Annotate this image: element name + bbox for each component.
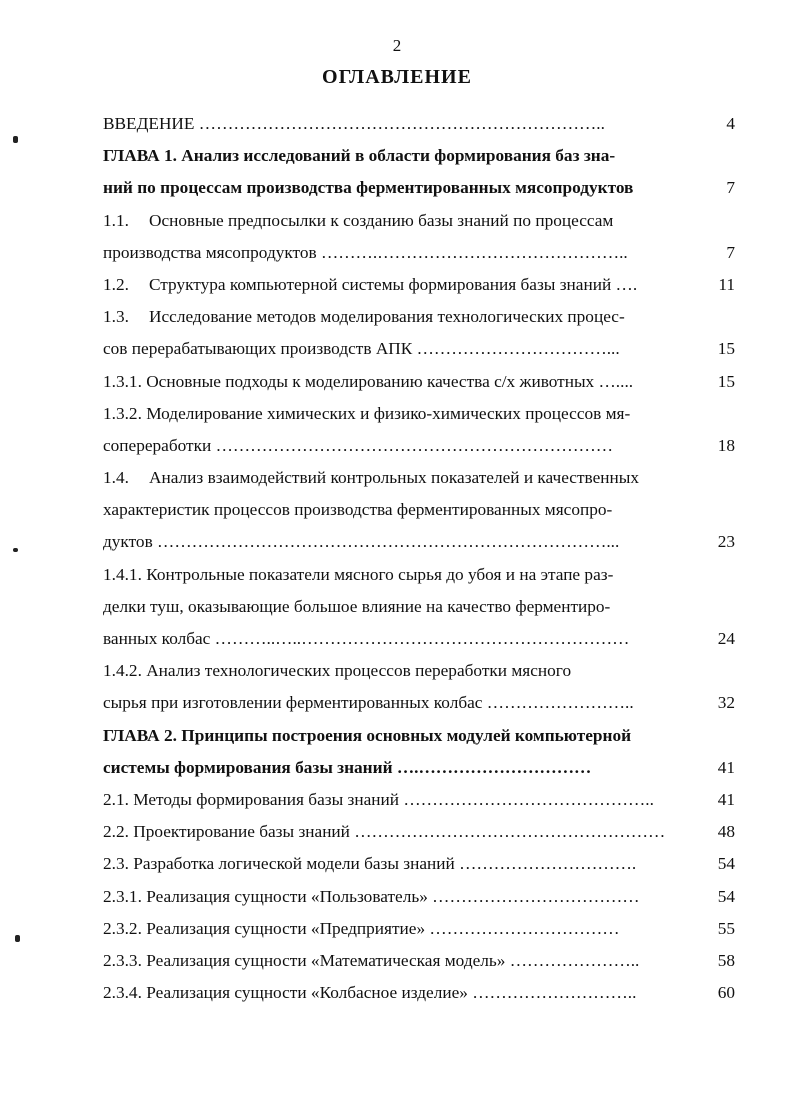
toc-entry[interactable] [103,784,735,816]
toc-entry[interactable] [103,655,735,687]
toc-entry[interactable] [103,494,735,526]
toc-entry-page: 54 [717,854,735,874]
toc-entry-page: 15 [717,339,735,359]
toc-entry-page: 24 [717,629,735,648]
toc-entry-text: ВВЕДЕНИЕ …………………………………………………………….. [103,114,605,133]
toc-entry-text: Анализ взаимодействий контрольных показателей и качественных [149,468,640,488]
toc-entry-number: 1.2. [103,274,129,294]
toc-entry-text: 2.1. Методы формирования базы знаний …………………………………….. [103,789,654,809]
page-number: 2 [392,36,402,55]
toc-entry[interactable] [103,366,735,398]
toc-entry-text: 1.4.2. Анализ технологических процессов переработки мясного [103,661,572,681]
toc-entry[interactable] [103,430,735,462]
toc-entry-page: 41 [717,789,735,809]
toc-entry[interactable] [103,269,735,301]
toc-entry-text: 1.3.2. Моделирование химических и физико-химических процессов мя- [103,403,631,423]
toc-entry-chapter[interactable] [103,720,735,752]
toc-entry-text: системы формирования базы знаний ….………………………… [103,757,592,777]
scan-mark [15,935,20,942]
toc-entry[interactable] [103,559,735,591]
toc-entry[interactable] [103,526,735,558]
toc-entry-text: 2.3.1. Реализация сущности «Пользователь» ……………………………… [103,886,640,906]
toc-entry[interactable] [103,881,735,913]
scan-mark [13,136,18,143]
toc-entry-text: ванных колбас ………..…..………………………………………………… [103,629,630,648]
toc-entry-chapter[interactable] [103,172,735,204]
toc-entry-text: 1.3.1. Основные подходы к моделированию качества с/х животных ….... [103,371,634,391]
toc-entry-text: 2.3.4. Реализация сущности «Колбасное изделие» ……………………….. [103,983,637,1003]
toc-entry[interactable] [103,848,735,880]
toc-entry[interactable] [103,237,735,269]
toc-entry-text: ГЛАВА 2. Принципы построения основных модулей компьютерной [103,725,632,745]
toc-entry-page: 23 [717,532,735,552]
toc-entry-page: 4 [726,114,735,133]
toc-entry-text: дуктов ……………………………………………………………………... [103,532,620,552]
toc-entry[interactable] [103,913,735,945]
toc-entry[interactable] [103,108,735,140]
toc-entry[interactable] [103,945,735,977]
toc-entry[interactable] [103,205,735,237]
toc-entry-page: 7 [726,178,735,198]
toc-entry-text: 2.3.3. Реализация сущности «Математическая модель» ………………….. [103,950,640,970]
toc-entry[interactable] [103,687,735,719]
toc-entry-text: ГЛАВА 1. Анализ исследований в области формирования баз зна- [103,146,616,166]
toc-entry-text: производства мясопродуктов ……….…………………………………….. [103,242,628,262]
toc-entry-text: 1.4.1. Контрольные показатели мясного сырья до убоя и на этапе раз- [103,564,614,584]
toc-entry-page: 18 [717,435,735,455]
toc-entry-page: 11 [718,274,735,294]
toc-entry-text: сов перерабатывающих производств АПК ……………………………... [103,339,620,359]
toc-entry[interactable] [103,977,735,1009]
toc-entry-number: 1.4. [103,468,129,488]
toc-entry-chapter[interactable] [103,140,735,172]
toc-entry-text: ний по процессам производства ферментированных мясопродуктов [103,178,634,198]
toc-entry-text: Структура компьютерной системы формирования базы знаний …. [149,274,638,294]
toc-entry-page: 60 [717,983,735,1003]
toc-entry-number: 1.3. [103,307,129,327]
scan-mark [13,548,18,552]
toc-entry-page: 32 [717,693,735,713]
toc-entry-text: 2.3. Разработка логической модели базы знаний …………………………. [103,854,637,874]
toc-entry-page: 55 [717,918,735,938]
toc-entry-page: 48 [717,822,735,842]
toc-entry-text: делки туш, оказывающие большое влияние на качество ферментиро- [103,596,611,616]
toc-entry[interactable] [103,398,735,430]
toc-entry-page: 7 [726,242,735,262]
toc-entry[interactable] [103,301,735,333]
toc-entry[interactable] [103,333,735,365]
page-title: ОГЛАВЛЕНИЕ [322,66,472,88]
toc-entry-text: Основные предпосылки к созданию базы знаний по процессам [149,210,614,230]
toc-entry-page: 58 [717,950,735,970]
toc-entry-page: 41 [717,757,735,777]
toc-entry-text: Исследование методов моделирования технологических процес- [149,307,625,327]
toc-entry-text: сопереработки …………………………………………………………… [103,435,614,455]
toc-entry[interactable] [103,462,735,494]
toc-entry[interactable] [103,623,735,655]
toc-entry-text: 2.2. Проектирование базы знаний ……………………………………………… [103,822,666,842]
toc-entry[interactable] [103,591,735,623]
toc-entry-page: 54 [717,886,735,906]
toc-entry-chapter[interactable] [103,752,735,784]
toc-entry-number: 1.1. [103,210,129,230]
toc-entry-text: характеристик процессов производства ферментированных мясопро- [103,500,613,520]
toc-entry-page: 15 [717,371,735,391]
toc-entry[interactable] [103,816,735,848]
toc-entry-text: 2.3.2. Реализация сущности «Предприятие» …………………………… [103,918,620,938]
toc-entry-text: сырья при изготовлении ферментированных колбас …………………….. [103,693,634,713]
table-of-contents [103,108,735,1009]
